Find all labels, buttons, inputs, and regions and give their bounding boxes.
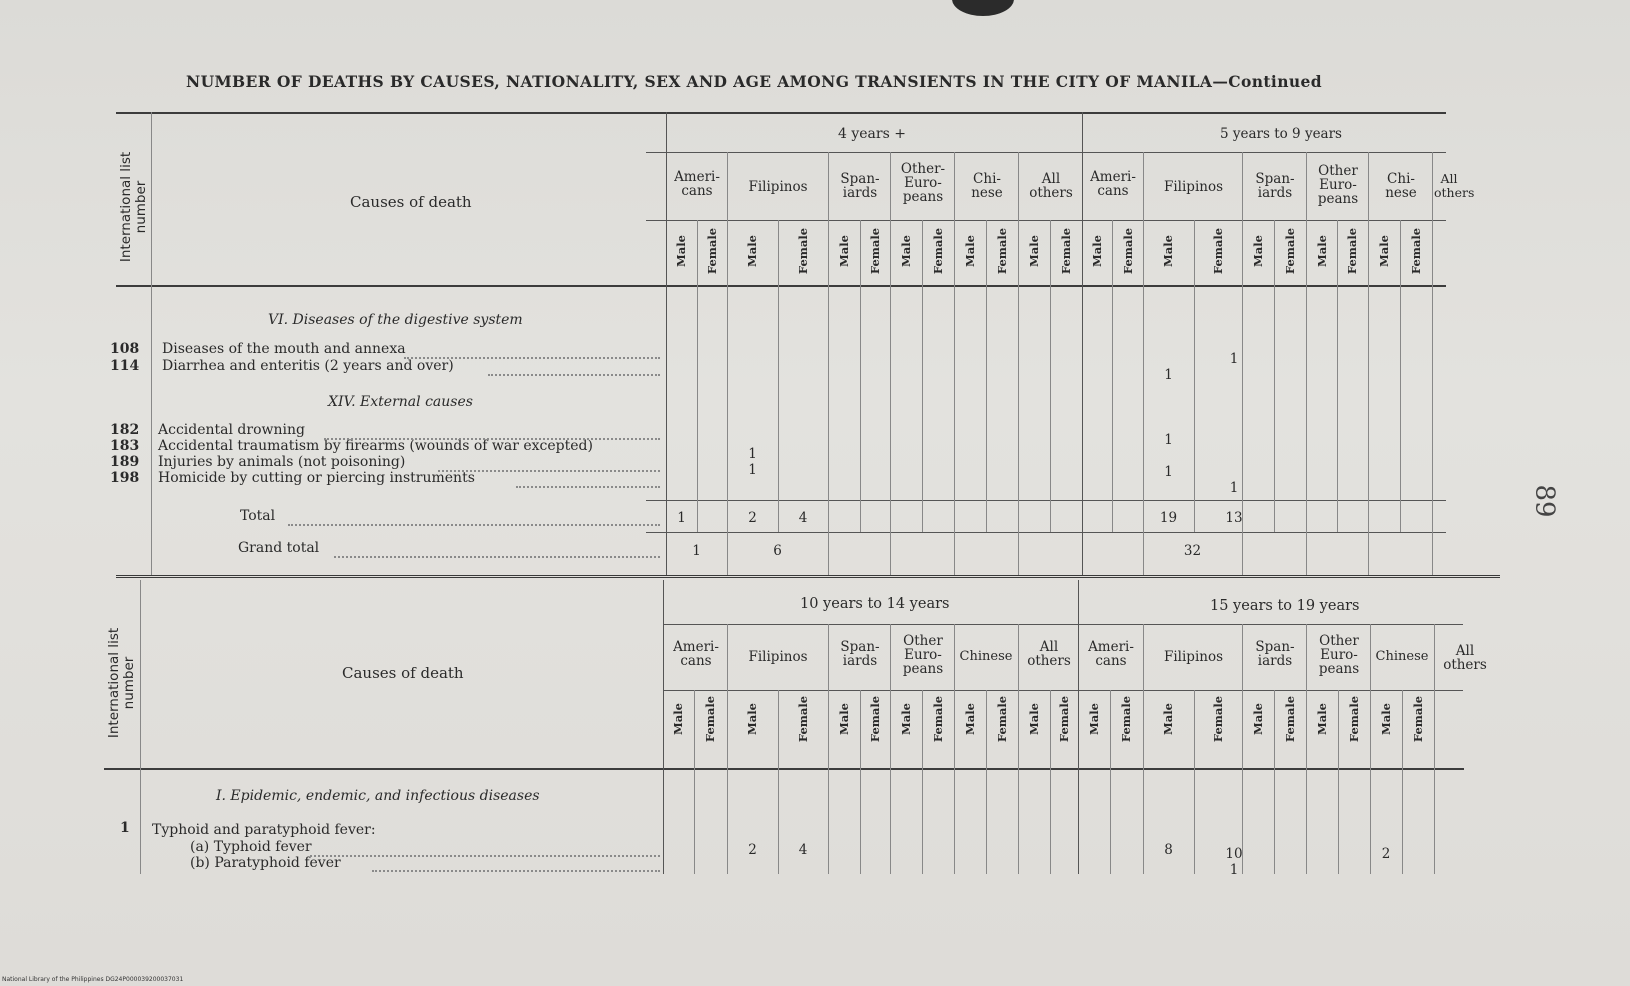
male-column-header: Male [899,703,913,735]
intl-number: 198 [110,470,140,486]
female-column-header: Female [1409,227,1423,275]
age-group-a: 4 years + [838,126,906,142]
male-column-header: Male [963,235,977,267]
female-column-header: Female [1211,695,1225,743]
data-cell: 6 [773,543,782,559]
female-column-header: Female [931,227,945,275]
data-cell: 4 [798,510,808,526]
nat-all-others: All others [1434,171,1475,200]
male-column-header: Male [1027,703,1041,735]
data-cell: 2 [1381,846,1391,862]
male-column-header: Male [1090,235,1104,267]
nat-chinese: Chinese [1375,649,1429,664]
nat-filipinos: Filipinos [748,649,808,665]
male-column-header: Male [1315,703,1329,735]
male-column-header: Male [1087,703,1101,735]
cause-label: Typhoid and paratyphoid fever: [152,822,376,838]
female-column-header: Female [703,695,717,743]
nat-americans: Ameri- cans [674,169,720,199]
age-group-b: 15 years to 19 years [1210,598,1360,614]
male-column-header: Male [674,235,688,267]
cause-label: Diseases of the mouth and annexa [162,341,406,357]
male-column-header: Male [837,703,851,735]
cause-label: (b) Paratyphoid fever [190,855,341,871]
female-column-header: Female [1283,695,1297,743]
data-cell: 2 [748,510,757,526]
female-column-header: Female [868,227,882,275]
male-column-header: Male [745,703,759,735]
archive-footer: National Library of the Philippines DG24P000039200037031 [2,976,184,983]
cause-label: Diarrhea and enteritis (2 years and over) [162,358,454,374]
female-column-header: Female [1121,227,1135,275]
male-column-header: Male [837,235,851,267]
female-column-header: Female [1059,227,1073,275]
total-label: Total [240,508,276,524]
female-column-header: Female [1283,227,1297,275]
female-column-header: Female [995,227,1009,275]
data-cell: 13 [1225,510,1243,526]
female-column-header: Female [1057,695,1071,743]
data-cell: 10 [1225,846,1243,862]
female-column-header: Female [868,695,882,743]
female-column-header: Female [1211,227,1225,275]
intl-number: 108 [110,341,140,357]
cause-label: Homicide by cutting or piercing instruments [158,470,475,486]
nat-spaniards: Span- iards [1255,639,1295,669]
ink-blot [952,0,1014,16]
nat-all-others: All others [1443,643,1487,673]
male-column-header: Male [1379,703,1393,735]
nat-filipinos: Filipinos [1163,179,1224,195]
age-group-a: 10 years to 14 years [800,596,950,612]
nat-chinese: Chinese [959,649,1013,664]
data-cell: 1 [748,462,757,478]
female-column-header: Female [931,695,945,743]
data-cell: 4 [798,842,808,858]
male-column-header: Male [1251,703,1265,735]
nat-filipinos: Filipinos [1163,649,1224,665]
nat-spaniards: Span- iards [840,639,880,669]
data-cell: 1 [1229,862,1239,878]
nat-chinese: Chi- nese [971,171,1003,201]
nat-americans: Ameri- cans [1088,639,1134,669]
male-column-header: Male [1251,235,1265,267]
nat-other-europeans: Other Euro- peans [1317,163,1359,207]
page-number: 89 [1529,484,1560,518]
age-group-b: 5 years to 9 years [1220,126,1342,142]
nat-other-europeans: Other Euro- peans [902,633,944,677]
female-column-header: Female [796,695,810,743]
male-column-header: Male [1161,703,1175,735]
male-column-header: Male [1161,235,1175,267]
male-column-header: Male [1315,235,1329,267]
intl-number: 1 [120,820,130,836]
nat-americans: Ameri- cans [1090,169,1136,199]
intl-number: 114 [110,358,140,374]
male-column-header: Male [745,235,759,267]
nat-all-others: All others [1027,639,1071,669]
nat-spaniards: Span- iards [840,171,880,201]
intl-number: 182 [110,422,140,438]
data-cell: 1 [1229,351,1239,367]
data-cell: 1 [1229,480,1239,496]
intl-list-header: International list number [106,627,137,739]
intl-list-header: International list number [118,151,149,263]
cause-label: Injuries by animals (not poisoning) [158,454,406,470]
nat-filipinos: Filipinos [748,179,808,195]
causes-header: Causes of death [350,193,472,211]
male-column-header: Male [1027,235,1041,267]
nat-other-europeans: Other- Euro- peans [900,161,946,205]
data-cell: 32 [1183,543,1202,559]
section-heading: XIV. External causes [328,394,473,410]
cause-label: Accidental drowning [158,422,305,438]
intl-number: 189 [110,454,140,470]
data-cell: 8 [1164,842,1173,858]
table-title: NUMBER OF DEATHS BY CAUSES, NATIONALITY, SEX AND AGE AMONG TRANSIENTS IN THE CITY OF MANILA—Continued [186,72,1323,91]
data-cell: 1 [1164,464,1173,480]
female-column-header: Female [1119,695,1133,743]
grand-total-label: Grand total [238,540,320,556]
nat-chinese: Chi- nese [1385,171,1417,201]
cause-label: Accidental traumatism by firearms (wounds of war excepted) [158,438,593,454]
section-heading: I. Epidemic, endemic, and infectious diseases [216,788,540,804]
data-cell: 19 [1159,510,1178,526]
causes-header: Causes of death [342,664,464,682]
female-column-header: Female [995,695,1009,743]
data-cell: 1 [692,543,701,559]
female-column-header: Female [1347,695,1361,743]
female-column-header: Female [1411,695,1425,743]
male-column-header: Male [671,703,685,735]
data-cell: 1 [748,446,757,462]
female-column-header: Female [796,227,810,275]
intl-number: 183 [110,438,140,454]
cause-label: (a) Typhoid fever [190,839,312,855]
nat-all-others: All others [1029,171,1073,201]
nat-other-europeans: Other Euro- peans [1318,633,1360,677]
data-cell: 2 [748,842,757,858]
female-column-header: Female [705,227,719,275]
data-cell: 1 [1164,367,1173,383]
female-column-header: Female [1345,227,1359,275]
data-cell: 1 [677,510,686,526]
nat-americans: Ameri- cans [673,639,719,669]
male-column-header: Male [1377,235,1391,267]
male-column-header: Male [963,703,977,735]
male-column-header: Male [899,235,913,267]
section-heading: VI. Diseases of the digestive system [268,312,523,328]
data-cell: 1 [1164,432,1173,448]
nat-spaniards: Span- iards [1255,171,1295,201]
